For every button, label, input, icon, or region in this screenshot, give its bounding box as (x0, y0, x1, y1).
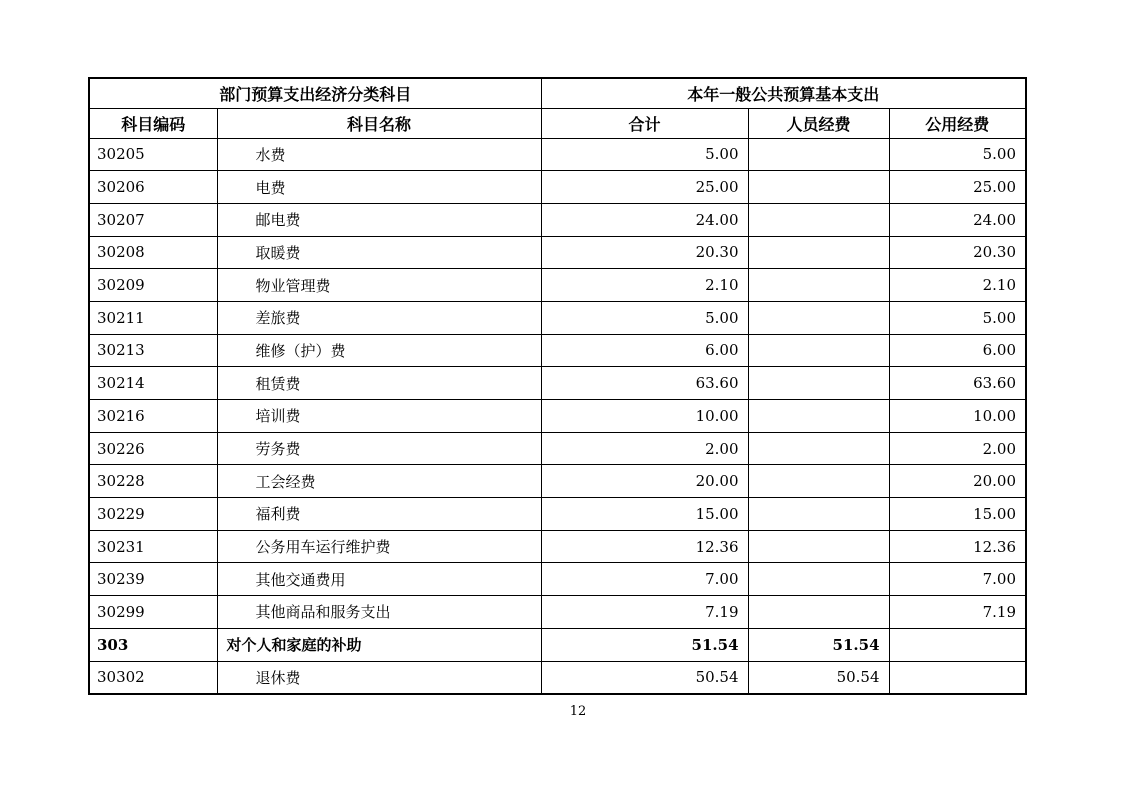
cell-personnel (748, 530, 889, 563)
header-col-public: 公用经费 (889, 108, 1026, 138)
cell-name: 对个人和家庭的补助 (217, 628, 541, 661)
table-row (89, 400, 1026, 433)
cell-public: 20.00 (889, 465, 1026, 498)
cell-name: 取暖费 (217, 236, 541, 269)
cell-personnel (748, 367, 889, 400)
cell-public: 20.30 (889, 236, 1026, 269)
cell-code: 30211 (89, 301, 217, 334)
cell-code: 30207 (89, 203, 217, 236)
cell-name: 维修（护）费 (217, 334, 541, 367)
cell-code: 30209 (89, 269, 217, 302)
table-row (89, 269, 1026, 302)
cell-public: 2.00 (889, 432, 1026, 465)
cell-total: 2.10 (541, 269, 748, 302)
table-row (89, 138, 1026, 171)
cell-personnel: 50.54 (748, 661, 889, 694)
cell-code: 30239 (89, 563, 217, 596)
cell-code: 30229 (89, 498, 217, 531)
cell-public: 12.36 (889, 530, 1026, 563)
header-col-personnel: 人员经费 (748, 108, 889, 138)
table-row (89, 432, 1026, 465)
cell-code: 30208 (89, 236, 217, 269)
cell-public: 24.00 (889, 203, 1026, 236)
cell-name: 电费 (217, 171, 541, 204)
cell-code: 30302 (89, 661, 217, 694)
cell-code: 30213 (89, 334, 217, 367)
cell-total: 7.00 (541, 563, 748, 596)
header-col-name: 科目名称 (217, 108, 541, 138)
table-row (89, 661, 1026, 694)
cell-public: 5.00 (889, 301, 1026, 334)
table-row (89, 465, 1026, 498)
cell-code: 30228 (89, 465, 217, 498)
cell-name: 差旅费 (217, 301, 541, 334)
cell-public: 10.00 (889, 400, 1026, 433)
cell-total: 2.00 (541, 432, 748, 465)
cell-name: 水费 (217, 138, 541, 171)
cell-name: 退休费 (217, 661, 541, 694)
cell-code: 30231 (89, 530, 217, 563)
cell-personnel (748, 301, 889, 334)
cell-total: 24.00 (541, 203, 748, 236)
cell-personnel (748, 563, 889, 596)
cell-total: 6.00 (541, 334, 748, 367)
header-col-code: 科目编码 (89, 108, 217, 138)
cell-name: 劳务费 (217, 432, 541, 465)
cell-public: 7.00 (889, 563, 1026, 596)
table-row (89, 301, 1026, 334)
cell-total: 15.00 (541, 498, 748, 531)
cell-code: 30216 (89, 400, 217, 433)
table-row (89, 203, 1026, 236)
cell-personnel (748, 269, 889, 302)
cell-code: 303 (89, 628, 217, 661)
cell-total: 20.30 (541, 236, 748, 269)
header-group-right: 本年一般公共预算基本支出 (541, 78, 1026, 108)
cell-name: 培训费 (217, 400, 541, 433)
cell-name: 邮电费 (217, 203, 541, 236)
cell-personnel (748, 138, 889, 171)
cell-public (889, 628, 1026, 661)
table-row (89, 530, 1026, 563)
table-row (89, 334, 1026, 367)
cell-code: 30226 (89, 432, 217, 465)
cell-personnel (748, 465, 889, 498)
cell-personnel (748, 432, 889, 465)
cell-personnel (748, 498, 889, 531)
cell-personnel (748, 203, 889, 236)
cell-total: 63.60 (541, 367, 748, 400)
cell-total: 10.00 (541, 400, 748, 433)
cell-name: 公务用车运行维护费 (217, 530, 541, 563)
header-group-left: 部门预算支出经济分类科目 (89, 78, 541, 108)
cell-name: 福利费 (217, 498, 541, 531)
table-header (89, 78, 1026, 138)
cell-name: 物业管理费 (217, 269, 541, 302)
cell-name: 其他商品和服务支出 (217, 596, 541, 629)
cell-public: 2.10 (889, 269, 1026, 302)
cell-total: 7.19 (541, 596, 748, 629)
header-columns-row (89, 108, 1026, 138)
cell-personnel (748, 596, 889, 629)
cell-code: 30214 (89, 367, 217, 400)
cell-public (889, 661, 1026, 694)
table-row (89, 171, 1026, 204)
table-row (89, 236, 1026, 269)
cell-personnel (748, 400, 889, 433)
cell-code: 30206 (89, 171, 217, 204)
cell-code: 30205 (89, 138, 217, 171)
header-group-row (89, 78, 1026, 108)
table-row (89, 367, 1026, 400)
cell-personnel: 51.54 (748, 628, 889, 661)
cell-name: 其他交通费用 (217, 563, 541, 596)
cell-public: 6.00 (889, 334, 1026, 367)
cell-personnel (748, 334, 889, 367)
cell-public: 7.19 (889, 596, 1026, 629)
cell-personnel (748, 236, 889, 269)
table-row (89, 563, 1026, 596)
cell-total: 20.00 (541, 465, 748, 498)
table-row (89, 628, 1026, 661)
cell-total: 51.54 (541, 628, 748, 661)
page-number: 12 (569, 704, 587, 719)
cell-total: 50.54 (541, 661, 748, 694)
cell-total: 5.00 (541, 301, 748, 334)
cell-personnel (748, 171, 889, 204)
budget-table (88, 77, 1027, 695)
cell-public: 15.00 (889, 498, 1026, 531)
table-row (89, 596, 1026, 629)
cell-public: 63.60 (889, 367, 1026, 400)
cell-name: 工会经费 (217, 465, 541, 498)
cell-name: 租赁费 (217, 367, 541, 400)
cell-total: 25.00 (541, 171, 748, 204)
table-row (89, 498, 1026, 531)
header-col-total: 合计 (541, 108, 748, 138)
cell-code: 30299 (89, 596, 217, 629)
cell-total: 12.36 (541, 530, 748, 563)
cell-public: 5.00 (889, 138, 1026, 171)
cell-total: 5.00 (541, 138, 748, 171)
table-body (89, 138, 1026, 694)
cell-public: 25.00 (889, 171, 1026, 204)
